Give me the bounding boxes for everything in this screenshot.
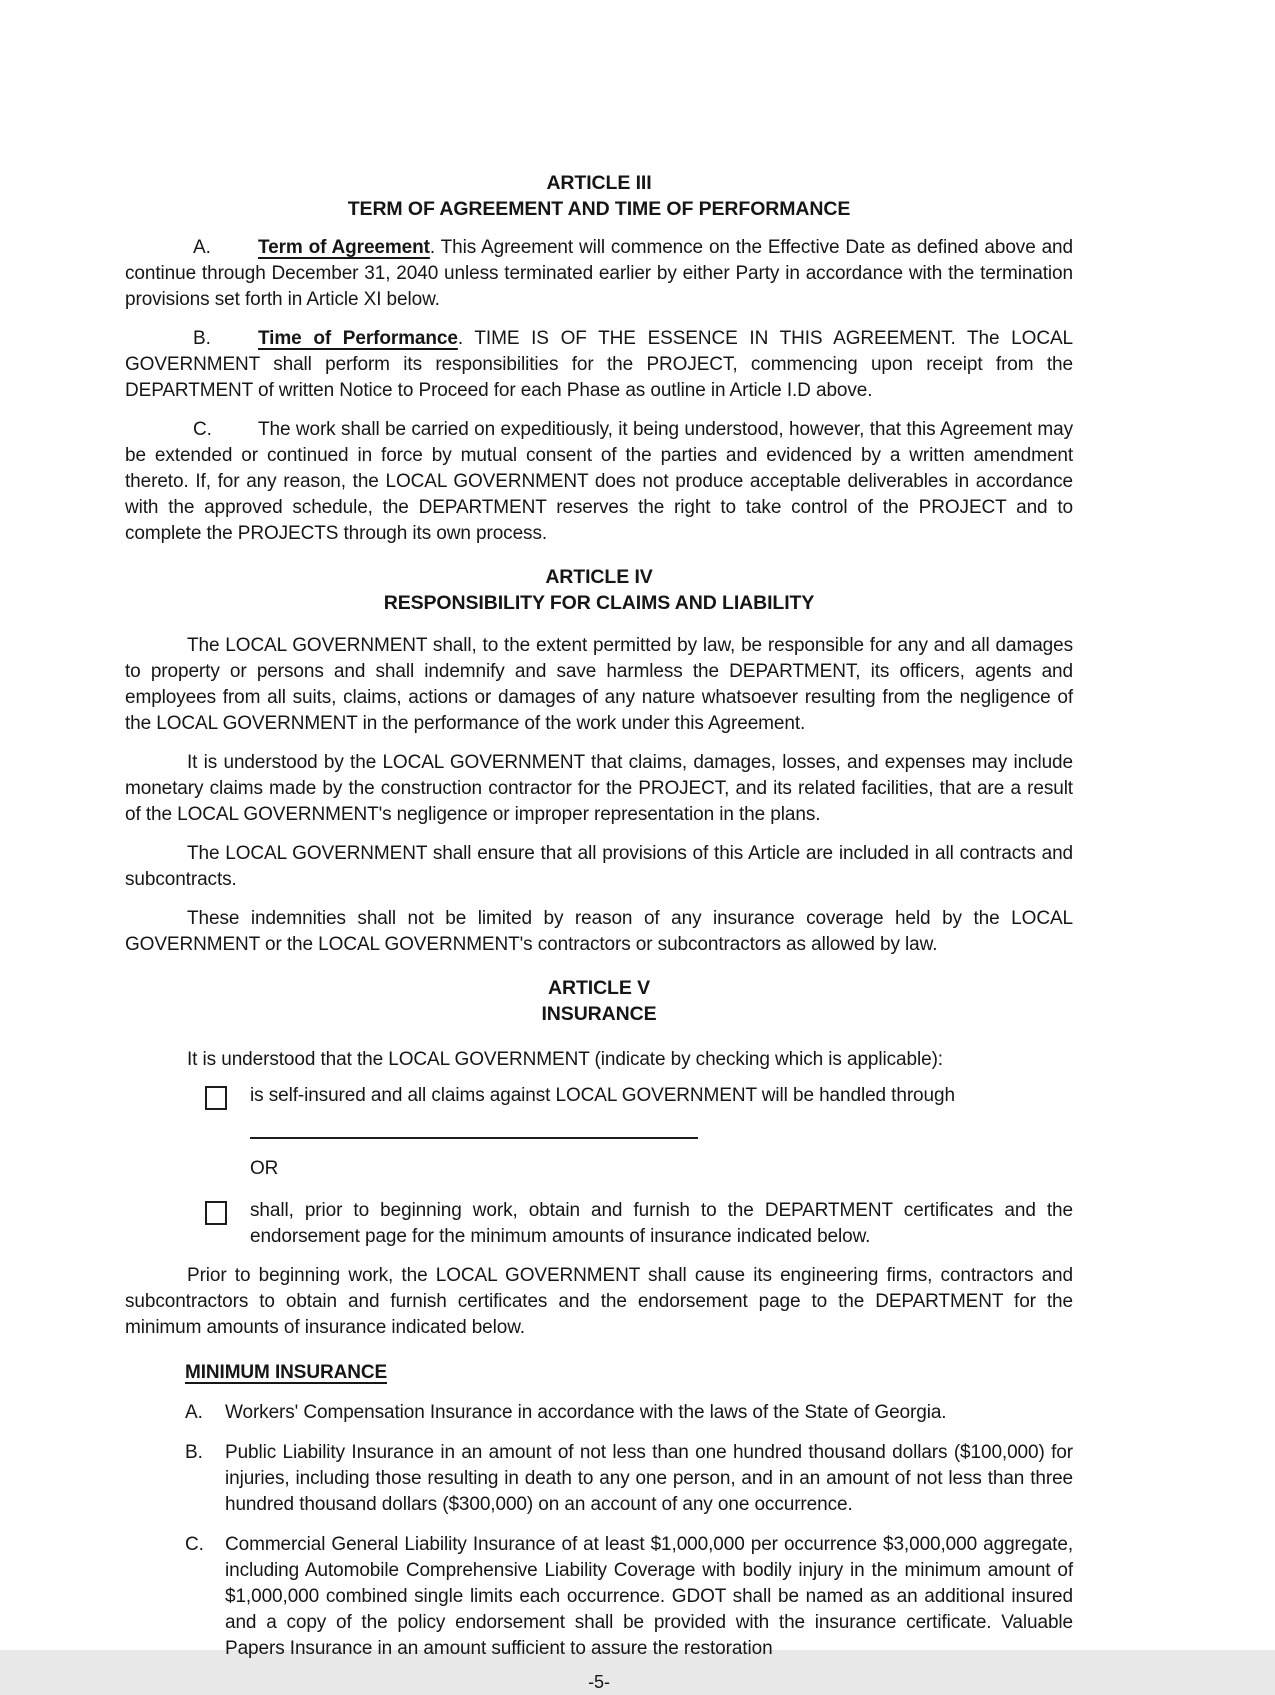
minimum-insurance-item-b xyxy=(125,1440,1073,1518)
paragraph-work-expeditious xyxy=(125,417,1073,547)
insurance-intro: It is understood that the LOCAL GOVERNMENT (indicate by checking which is applicable): xyxy=(187,1049,943,1070)
self-insured-checkbox[interactable] xyxy=(205,1086,227,1110)
mi-item-b-label: B. xyxy=(185,1442,203,1463)
paragraph-indemnities: These indemnities shall not be limited by reason of any insurance coverage held by the LOCAL GOVERNMENT or the LOCAL GOVERNMENT's contractors or subcontractors as allowed by law. xyxy=(125,908,1073,955)
certificates-checkbox[interactable] xyxy=(205,1201,227,1225)
item-b-label: B. xyxy=(193,328,211,349)
minimum-insurance-heading: MINIMUM INSURANCE xyxy=(185,1362,388,1383)
minimum-insurance-item-c xyxy=(125,1532,1073,1662)
certificates-option-text: shall, prior to beginning work, obtain and furnish to the DEPARTMENT certificates and the endorsement page for the minimum amounts of insurance indicated below. xyxy=(250,1200,1073,1247)
mi-item-b-text: Public Liability Insurance in an amount of not less than one hundred thousand dollars ($100,000) for injuries, including those resulting in death to any one person, and in an amount of not less than three hundred thousand dollars ($300,000) on an account of any one occurrence. xyxy=(225,1442,1073,1515)
article-iv-subtitle: RESPONSIBILITY FOR CLAIMS AND LIABILITY xyxy=(383,592,815,614)
article-v-subtitle: INSURANCE xyxy=(541,1003,657,1025)
article-v-heading xyxy=(125,975,1073,1027)
article-v-title: ARTICLE V xyxy=(547,977,651,999)
insurance-option-certificates xyxy=(205,1198,1073,1250)
paragraph-liability-damages: The LOCAL GOVERNMENT shall, to the extent permitted by law, be responsible for any and all damages to property or persons and shall indemnify and save harmless the DEPARTMENT, its officers, agents and employees from all suits, claims, actions or damages of any nature whatsoever resulting from the negligence of the LOCAL GOVERNMENT in the performance of the work under this Agreement. xyxy=(125,635,1073,734)
term-of-agreement-title: Term of Agreement xyxy=(258,237,430,258)
mi-item-a-text: Workers' Compensation Insurance in accordance with the laws of the State of Georgia. xyxy=(225,1402,947,1423)
mi-item-a-label: A. xyxy=(185,1402,203,1423)
work-expeditious-text: The work shall be carried on expeditiously, it being understood, however, that this Agreement may be extended or continued in force by mutual consent of the parties and evidenced by a written amendment thereto. If, for any reason, the LOCAL GOVERNMENT does not produce acceptable deliverables in accordance with the approved schedule, the DEPARTMENT reserves the right to take control of the PROJECT and to complete the PROJECTS through its own process. xyxy=(125,419,1073,544)
paragraph-provisions-contracts: The LOCAL GOVERNMENT shall ensure that all provisions of this Article are included in all contracts and subcontracts. xyxy=(125,843,1073,890)
time-of-performance-text: . TIME IS OF THE ESSENCE IN THIS AGREEMENT. The LOCAL GOVERNMENT shall perform its responsibilities for the PROJECT, commencing upon receipt from the DEPARTMENT of written Notice to Proceed for each Phase as outline in Article I.D above. xyxy=(125,328,1073,401)
mi-item-c-text: Commercial General Liability Insurance of at least $1,000,000 per occurrence $3,000,000 aggregate, including Automobile Comprehensive Liability Coverage with bodily injury in the minimum amount of $1,000,000 combined single limits each occurrence. GDOT shall be named as an additional insured and a copy of the policy endorsement shall be provided with the insurance certificate. Valuable Papers Insurance in an amount sufficient to assure the restoration xyxy=(225,1534,1073,1659)
article-iii-subtitle: TERM OF AGREEMENT AND TIME OF PERFORMANCE xyxy=(347,198,851,220)
minimum-insurance-item-a xyxy=(125,1400,1073,1426)
paragraph-claims-expenses: It is understood by the LOCAL GOVERNMENT that claims, damages, losses, and expenses may include monetary claims made by the construction contractor for the PROJECT, and its related facilities, that are a result of the LOCAL GOVERNMENT's negligence or improper representation in the plans. xyxy=(125,752,1073,825)
paragraph-term-of-agreement xyxy=(125,235,1073,313)
or-label: OR xyxy=(250,1158,279,1179)
article-iii-title: ARTICLE III xyxy=(546,172,652,194)
page-number: -5- xyxy=(588,1672,610,1692)
paragraph-prior-to-work: Prior to beginning work, the LOCAL GOVERNMENT shall cause its engineering firms, contractors and subcontractors to obtain and furnish certificates and the endorsement page to the DEPARTMENT for the minimum amounts of insurance indicated below. xyxy=(125,1265,1073,1338)
insurance-option-self-insured xyxy=(205,1083,1073,1110)
self-insured-fill-in-line[interactable] xyxy=(250,1137,698,1139)
mi-item-c-label: C. xyxy=(185,1534,204,1555)
article-iv-title: ARTICLE IV xyxy=(545,566,653,588)
term-of-agreement-text: . This Agreement will commence on the Effective Date as defined above and continue through December 31, 2040 unless terminated earlier by either Party in accordance with the termination provisions set forth in Article XI below. xyxy=(125,237,1073,310)
article-iv-heading xyxy=(125,564,1073,616)
item-c-label: C. xyxy=(193,419,212,440)
time-of-performance-title: Time of Performance xyxy=(258,328,458,349)
self-insured-option-text: is self-insured and all claims against LOCAL GOVERNMENT will be handled through xyxy=(250,1085,955,1106)
article-iii-heading xyxy=(125,170,1073,222)
paragraph-time-of-performance xyxy=(125,326,1073,404)
item-a-label: A. xyxy=(193,237,211,258)
